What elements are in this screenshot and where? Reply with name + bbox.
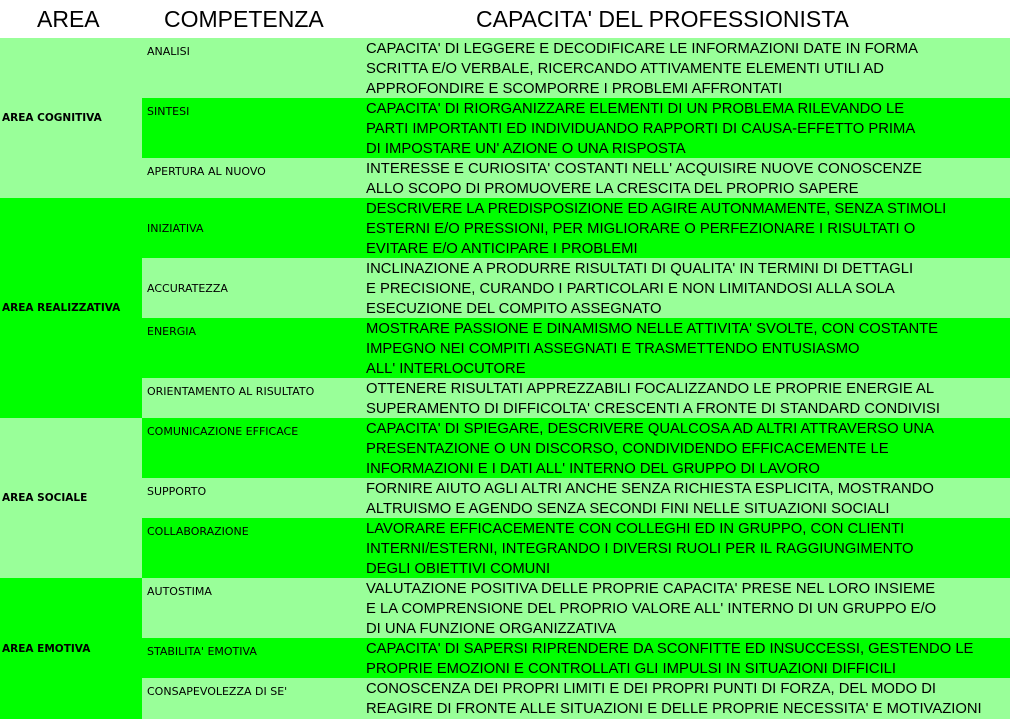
table-header bbox=[0, 0, 1010, 38]
capacita-cell: INCLINAZIONE A PRODURRE RISULTATI DI QUALITA' IN TERMINI DI DETTAGLI E PRECISIONE, CURANDO I PARTICOLARI E NON LIMITANDOSI ALLA SOLA ESECUZIONE DEL COMPITO ASSEGNATO bbox=[366, 261, 914, 317]
capacita-cell: LAVORARE EFFICACEMENTE CON COLLEGHI ED IN GRUPPO, CON CLIENTI INTERNI/ESTERNI, INTEGRANDO I DIVERSI RUOLI PER IL RAGGIUNGIMENTO DEGLI OBIETTIVI COMUNI bbox=[366, 521, 914, 577]
competenza-cell: INIZIATIVA bbox=[147, 222, 204, 235]
capacita-cell: INTERESSE E CURIOSITA' COSTANTI NELL' ACQUISIRE NUOVE CONOSCENZE ALLO SCOPO DI PROMUOVERE LA CRESCITA DEL PROPRIO SAPERE bbox=[366, 161, 922, 197]
header-competenza: COMPETENZA bbox=[164, 6, 324, 32]
capacita-cell: CONOSCENZA DEI PROPRI LIMITI E DEI PROPRI PUNTI DI FORZA, DEL MODO DI REAGIRE DI FRONTE ALLE SITUAZIONI E DELLE PROPRIE NECESSITA' E MOTIVAZIONI bbox=[366, 681, 982, 717]
area-label: AREA COGNITIVA bbox=[2, 112, 102, 124]
table-row bbox=[142, 578, 1010, 638]
capacita-cell: CAPACITA' DI RIORGANIZZARE ELEMENTI DI UN PROBLEMA RILEVANDO LE PARTI IMPORTANTI ED INDIVIDUANDO RAPPORTI DI CAUSA-EFFETTO PRIMA DI IMPOSTARE UN' AZIONE O UNA RISPOSTA bbox=[366, 101, 916, 157]
table-row bbox=[142, 518, 1010, 578]
header-capacita: CAPACITA' DEL PROFESSIONISTA bbox=[476, 6, 849, 32]
table-row bbox=[142, 38, 1010, 98]
header-area: AREA bbox=[37, 6, 100, 32]
table-row bbox=[142, 318, 1010, 378]
area-cell-emotiva bbox=[0, 578, 142, 719]
capacita-cell: MOSTRARE PASSIONE E DINAMISMO NELLE ATTIVITA' SVOLTE, CON COSTANTE IMPEGNO NEI COMPITI ASSEGNATI E TRASMETTENDO ENTUSIASMO ALL' INTERLOCUTORE bbox=[366, 321, 939, 377]
table-row bbox=[142, 478, 1010, 518]
competenza-cell: SUPPORTO bbox=[147, 485, 207, 498]
competenza-cell: AUTOSTIMA bbox=[147, 585, 212, 598]
capacita-cell: OTTENERE RISULTATI APPREZZABILI FOCALIZZANDO LE PROPRIE ENERGIE AL SUPERAMENTO DI DIFFICOLTA' CRESCENTI A FRONTE DI STANDARD CONDIVISI bbox=[366, 381, 940, 417]
capacita-cell: FORNIRE AIUTO AGLI ALTRI ANCHE SENZA RICHIESTA ESPLICITA, MOSTRANDO ALTRUISMO E AGENDO SENZA SECONDI FINI NELLE SITUAZIONI SOCIALI bbox=[366, 481, 934, 517]
competenza-cell: ENERGIA bbox=[147, 325, 197, 338]
competenza-cell: STABILITA' EMOTIVA bbox=[147, 645, 257, 658]
table-row bbox=[142, 378, 1010, 418]
competenza-cell: COMUNICAZIONE EFFICACE bbox=[147, 425, 299, 438]
competenza-cell: COLLABORAZIONE bbox=[147, 525, 249, 538]
capacita-cell: CAPACITA' DI LEGGERE E DECODIFICARE LE INFORMAZIONI DATE IN FORMA SCRITTA E/O VERBALE, RICERCANDO ATTIVAMENTE ELEMENTI UTILI AD APPROFONDIRE E SCOMPORRE I PROBLEMI AFFRONTATI bbox=[366, 41, 919, 97]
capacita-cell: DESCRIVERE LA PREDISPOSIZIONE ED AGIRE AUTONMAMENTE, SENZA STIMOLI ESTERNI E/O PRESSIONI, PER MIGLIORARE O PERFEZIONARE I RISULTATI O EVITARE E/O ANTICIPARE I PROBLEMI bbox=[366, 201, 947, 257]
table-row bbox=[142, 158, 1010, 198]
table-row bbox=[142, 418, 1010, 478]
table-row bbox=[142, 678, 1010, 719]
table-row bbox=[142, 258, 1010, 318]
competenza-cell: APERTURA AL NUOVO bbox=[147, 165, 266, 178]
capacita-cell: CAPACITA' DI SAPERSI RIPRENDERE DA SCONFITTE ED INSUCCESSI, GESTENDO LE PROPRIE EMOZIONI E CONTROLLATI GLI IMPULSI IN SITUAZIONI DIFFICILI bbox=[366, 641, 974, 677]
table-row bbox=[142, 638, 1010, 678]
area-label: AREA SOCIALE bbox=[2, 492, 88, 504]
competenza-cell: CONSAPEVOLEZZA DI SE' bbox=[147, 685, 288, 698]
competenza-cell: ACCURATEZZA bbox=[147, 282, 228, 295]
area-cell-sociale bbox=[0, 418, 142, 578]
competenza-cell: ORIENTAMENTO AL RISULTATO bbox=[147, 385, 315, 398]
table-row bbox=[142, 98, 1010, 158]
area-cell-cognitiva bbox=[0, 38, 142, 198]
capacita-cell: VALUTAZIONE POSITIVA DELLE PROPRIE CAPACITA' PRESE NEL LORO INSIEME E LA COMPRENSIONE DEL PROPRIO VALORE ALL' INTERNO DI UN GRUPPO E/O DI UNA FUNZIONE ORGANIZZATIVA bbox=[366, 581, 937, 637]
area-label: AREA EMOTIVA bbox=[2, 642, 91, 655]
area-label: AREA REALIZZATIVA bbox=[2, 302, 121, 314]
competenza-cell: SINTESI bbox=[147, 105, 190, 118]
competenza-cell: ANALISI bbox=[147, 45, 190, 58]
area-cell-realizzativa bbox=[0, 198, 142, 418]
capacita-cell: CAPACITA' DI SPIEGARE, DESCRIVERE QUALCOSA AD ALTRI ATTRAVERSO UNA PRESENTAZIONE O UN DISCORSO, CONDIVIDENDO EFFICACEMENTE LE INFORMAZIONI E I DATI ALL' INTERNO DEL GRUPPO DI LAVORO bbox=[366, 421, 934, 477]
table-row bbox=[142, 198, 1010, 258]
